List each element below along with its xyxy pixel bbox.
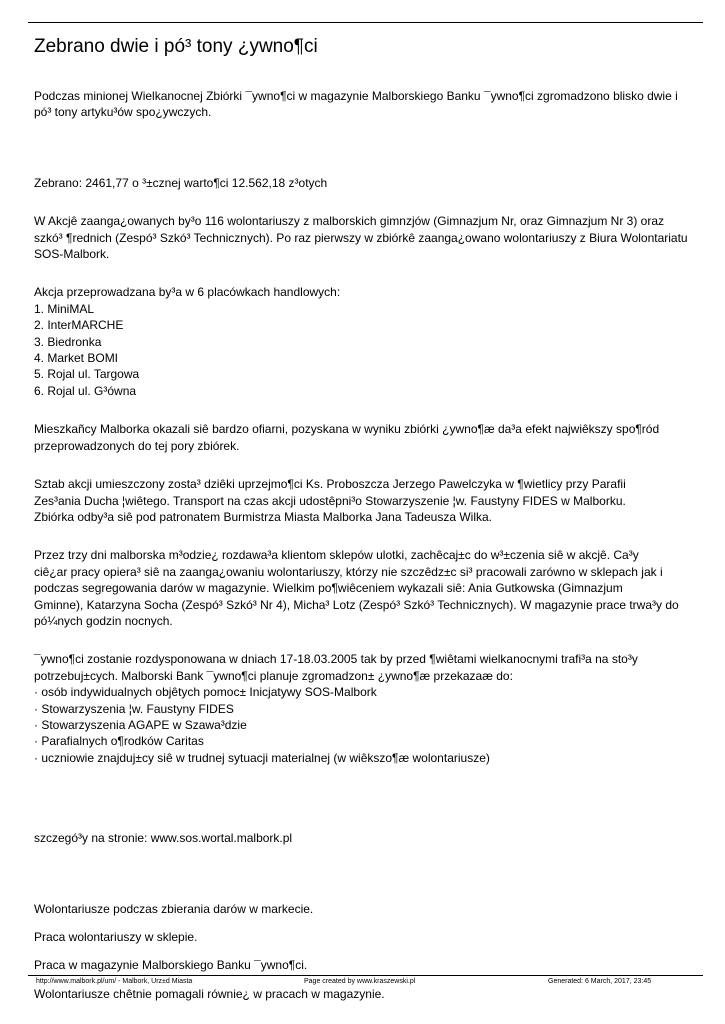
distribution-item-5: · uczniowie znajduj±cy siê w trudnej sytuacji materialnej (w wiêkszo¶æ wolontariusze) <box>34 750 490 765</box>
volunteers-line-1: W Akcjê zaanga¿owanych by³o 116 wolontariuszy z malborskich gimnzjów (Gimnazjum Nr, oraz Gimnazjum Nr 3) oraz <box>34 214 664 229</box>
caption-3 <box>34 957 702 973</box>
footer-generated: Generated: 6 March, 2017, 23:45 <box>548 978 652 985</box>
distribution-item-4: · Parafialnych o¶rodków Caritas <box>34 734 204 749</box>
residents-line-2: przeprowadzonych do tej pory zbiórek. <box>34 438 240 453</box>
store-item-2: 2. InterMARCHE <box>34 318 124 333</box>
three-days-line-5: pó¼nych godzin nocnych. <box>34 613 173 628</box>
three-days-line-4: Gminne), Katarzyna Socha (Zespó³ Szkó³ Nr 4), Micha³ Lotz (Zespó³ Szkó³ Technicznych). W magazynie prace trwa³y do <box>34 597 679 612</box>
three-days-paragraph <box>34 547 702 629</box>
footer-source: http://www.malbork.pl/um/ - Malbork, Urz±d Miasta <box>36 978 193 985</box>
intro-line-2: pó³ tony artyku³ów spo¿ywczych. <box>34 105 212 120</box>
residents-line-1: Mieszkañcy Malborka okazali siê bardzo ofiarni, pozyskana w wyniku zbiórki ¿ywno¶æ da³a efekt najwiêkszy spo¶ród <box>34 422 660 437</box>
caption-line-3: Praca w magazynie Malborskiego Banku ¯ywno¶ci. <box>34 958 308 973</box>
caption-2 <box>34 929 702 945</box>
distribution-line-2: potrzebuj±cych. Malborski Bank ¯ywno¶ci planuje zgromadzon± ¿ywno¶æ przekazaæ do: <box>34 668 513 683</box>
footer-credit: Page created by www.kraszewski.pl <box>304 978 416 985</box>
collected-paragraph <box>34 175 702 191</box>
volunteers-paragraph <box>34 213 702 262</box>
caption-line-1: Wolontariusze podczas zbierania darów w markecie. <box>34 901 314 916</box>
caption-line-4: Wolontariusze chêtnie pomagali równie¿ w pracach w magazynie. <box>34 986 385 1001</box>
store-item-6: 6. Rojal ul. G³ówna <box>34 383 137 398</box>
top-rule <box>28 22 703 23</box>
distribution-item-2: · Stowarzyszenia ¦w. Faustyny FIDES <box>34 701 234 716</box>
stores-heading: Akcja przeprowadzana by³a w 6 placówkach handlowych: <box>34 285 341 300</box>
store-item-5: 5. Rojal ul. Targowa <box>34 367 140 382</box>
stores-paragraph <box>34 284 702 399</box>
bottom-rule <box>28 975 703 976</box>
volunteers-line-2: szkó³ ¶rednich (Zespó³ Szkó³ Technicznych). Po raz pierwszy w zbiórkê zaanga¿owano wolontariuszy z Biura Wolontariatu <box>34 230 688 245</box>
article-body <box>34 88 702 1002</box>
caption-line-2: Praca wolontariuszy w sklepie. <box>34 930 198 944</box>
volunteers-line-3: SOS-Malbork. <box>34 247 110 262</box>
store-item-4: 4. Market BOMI <box>34 351 119 366</box>
distribution-item-3: · Stowarzyszenia AGAPE w Szawa³dzie <box>34 717 247 732</box>
distribution-paragraph <box>34 651 702 766</box>
article-title: Zebrano dwie i pó³ tony ¿ywno¶ci <box>34 36 318 57</box>
collected-line: Zebrano: 2461,77 o ³±cznej warto¶ci 12.562,18 z³otych <box>34 175 328 190</box>
details-paragraph <box>34 830 702 846</box>
hq-paragraph <box>34 476 702 525</box>
hq-line-1: Sztab akcji umieszczony zosta³ dziêki uprzejmo¶ci Ks. Proboszcza Jerzego Pawelczyka w ¶wietlicy przy Parafii <box>34 477 626 492</box>
distribution-item-1: · osób indywidualnych objêtych pomoc± Inicjatywy SOS-Malbork <box>34 685 377 700</box>
store-item-1: 1. MiniMAL <box>34 301 95 316</box>
hq-line-3: Zbiórka odby³a siê pod patronatem Burmistrza Miasta Malborka Jana Tadeusza Wilka. <box>34 509 492 524</box>
intro-line-1: Podczas minionej Wielkanocnej Zbiórki ¯ywno¶ci w magazynie Malborskiego Banku ¯ywno¶ci zgromadzono blisko dwie i <box>34 89 678 103</box>
three-days-line-2: ciê¿ar pracy opiera³ siê na zaanga¿owaniu wolontariuszy, którzy nie szczêdz±c si³ pracowali zarówno w sklepach jak i <box>34 564 663 579</box>
three-days-line-1: Przez trzy dni malborska m³odzie¿ rozdawa³a klientom sklepów ulotki, zachêcaj±c do w³±czenia siê w akcjê. Ca³y <box>34 548 639 563</box>
caption-4 <box>34 986 702 1002</box>
details-line: szczegó³y na stronie: www.sos.wortal.malbork.pl <box>34 831 293 846</box>
distribution-line-1: ¯ywno¶ci zostanie rozdysponowana w dniach 17-18.03.2005 tak by przed ¶wiêtami wielkanocnymi trafi³a na sto³y <box>34 652 638 667</box>
residents-paragraph <box>34 421 702 454</box>
intro-paragraph <box>34 88 702 121</box>
three-days-line-3: podczas segregowania darów w magazynie. Wielkim po¶wiêceniem wykazali siê: Ania Gutkowska (Gimnazjum <box>34 581 623 596</box>
hq-line-2: Zes³ania Ducha ¦wiêtego. Transport na czas akcji udostêpni³o Stowarzyszenie ¦w. Faustyny FIDES w Malborku. <box>34 493 626 508</box>
store-item-3: 3. Biedronka <box>34 334 102 349</box>
caption-1 <box>34 901 702 917</box>
